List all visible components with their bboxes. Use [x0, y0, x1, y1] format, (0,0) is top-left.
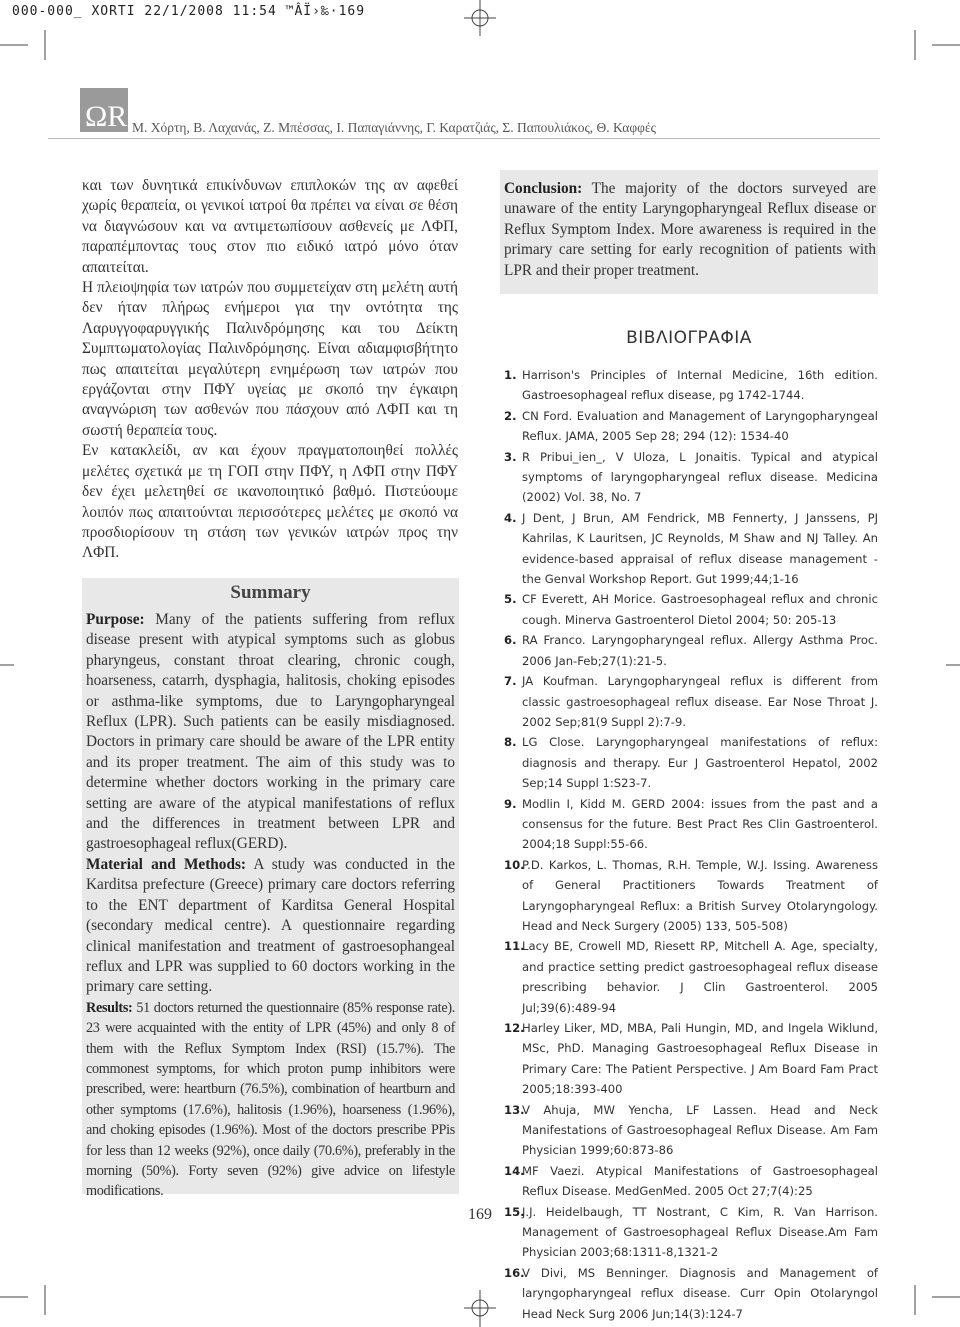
reference-item [504, 406, 878, 447]
conclusion-box [500, 170, 878, 294]
reference-item [504, 447, 878, 508]
reference-text: CN Ford. Evaluation and Management of Laryngopharyngeal Reflux. JAMA, 2005 Sep 28; 294 (12): 1534-40 [522, 408, 878, 444]
reference-item [504, 589, 878, 630]
reference-item [504, 1202, 878, 1263]
results-label: Results: [86, 999, 133, 1016]
svg-text:ΩR: ΩR [85, 100, 128, 132]
crop-mark-left [0, 650, 14, 680]
conclusion-body: The majority of the doctors surveyed are unaware of the entity Laryngopharyngeal Reflux disease or Reflux Symptom Index. More awareness is required in the primary care setting for early recognition of patients with LPR and their proper treatment. [504, 180, 876, 279]
bibliography-title: ΒΙΒΛΙΟΓΡΑΦΙΑ [626, 328, 752, 348]
reference-text: J.J. Heidelbaugh, TT Nostrant, C Kim, R. Van Harrison. Management of Gastroesophageal Reflux Disease.Am Fam Physician 2003;68:1311-8,1321-2 [522, 1204, 878, 1260]
summary-purpose [86, 610, 455, 855]
reference-item [504, 1100, 878, 1161]
reference-text: Harley Liker, MD, MBA, Pali Hungin, MD, and Ingela Wiklund, MSc, PhD. Managing Gastroesophageal Reflux Disease in Primary Care: The Patient Perspective. J Am Board Fam Pract 2005;18:393-400 [522, 1021, 878, 1097]
reference-text: J Dent, J Brun, AM Fendrick, MB Fennerty, J Janssens, PJ Kahrilas, K Lauritsen, JC Reynolds, M Shaw and NJ Talley. An evidence-based appraisal of reflux disease management - the Genval Workshop Report. Gut 1999;44;1-16 [522, 510, 878, 587]
print-slug: 000-000_ XORTI 22/1/2008 11:54 ™ÂÏ›‰·169 [12, 4, 366, 19]
reference-number: 13. [504, 1102, 525, 1117]
summary-results [86, 998, 455, 1202]
reference-number: 10. [504, 857, 525, 872]
conclusion-label: Conclusion: [504, 180, 583, 197]
crop-mark-top-right [900, 30, 960, 60]
conclusion-text [504, 179, 876, 281]
methods-label: Material and Methods: [86, 855, 247, 873]
reference-text: V Divi, MS Benninger. Diagnosis and Management of laryngopharyngeal reflux disease. Curr Opin Otolaryngol Head Neck Surg 2006 Jun;14(3):124-7 [522, 1265, 878, 1321]
purpose-label: Purpose: [86, 611, 145, 628]
reference-number: 7. [504, 674, 517, 689]
registration-mark-top [460, 0, 500, 36]
reference-text: RA Franco. Laryngopharyngeal reflux. Allergy Asthma Proc. 2006 Jan-Feb;27(1):21-5. [522, 633, 878, 668]
reference-item [504, 630, 878, 671]
reference-text: Modlin I, Kidd M. GERD 2004: issues from the past and a consensus for the future. Best Pract Res Clin Gastroenterol. 2004;18 Suppl:55-66. [522, 796, 878, 852]
reference-item [504, 1018, 878, 1100]
crop-mark-bottom-right [900, 1275, 960, 1315]
reference-text: R Pribui_ien_, V Uloza, L Jonaitis. Typical and atypical symptoms of laryngopharyngeal reflux disease. Medicina (2002) Vol. 38, No. 7 [522, 449, 878, 505]
methods-text: A study was conducted in the Karditsa prefecture (Greece) primary care doctors referring to the ENT department of Karditsa General Hospital (secondary medical centre). A questionnaire regarding clinical manifestation and treatment of gastroesophangeal reflux and LPR was supplied to 60 doctors working in the primary care setting. [86, 855, 455, 996]
reference-item [504, 732, 878, 793]
reference-item [504, 855, 878, 937]
reference-item [504, 936, 878, 1018]
results-text: 51 doctors returned the questionnaire (85% response rate). 23 were acquainted with the entity of LPR (45%) and only 8 of them with the Reflux Symptom Index (RSI) (15.7%). The commonest symptoms, for which proton pump inhibitors were prescribed, were: heartburn (76.5%), combination of heartburn and other symptoms (17.6%), halitosis (1.96%), hoarseness (1.96%), and choking episodes (1.96%). Most of the doctors prescribe PPis for less than 12 weeks (92%), once daily (70.6%), preferably in the morning (50%). Forty seven (92%) give advice on lifestyle modifications. [86, 999, 455, 1200]
summary-title: Summary [230, 582, 311, 603]
reference-item [504, 671, 878, 732]
reference-number: 14. [504, 1163, 525, 1178]
reference-list [504, 365, 878, 1324]
journal-logo-icon [80, 88, 128, 132]
reference-text: V Ahuja, MW Yencha, LF Lassen. Head and Neck Manifestations of Gastroesophageal Reflux Disease. Am Fam Physician 1999;60:873-86 [522, 1102, 878, 1158]
reference-item [504, 365, 878, 406]
reference-number: 5. [504, 592, 517, 607]
crop-mark-top-left [0, 30, 60, 60]
reference-number: 15. [504, 1204, 525, 1219]
summary-methods [86, 855, 455, 998]
reference-number: 11. [504, 939, 525, 954]
reference-text: MF Vaezi. Atypical Manifestations of Gastroesophageal Reflux Disease. MedGenMed. 2005 Oct 27;7(4):25 [522, 1163, 878, 1199]
reference-item [504, 508, 878, 590]
summary-text [86, 610, 455, 1202]
reference-item [504, 794, 878, 855]
reference-text: JA Koufman. Laryngopharyngeal reflux is different from classic gastroesophageal reflux disease. Ear Nose Throat J. 2002 Sep;81(9 Suppl 2):7-9. [522, 674, 878, 729]
crop-mark-right [946, 650, 960, 680]
running-header-authors: Μ. Χόρτη, Β. Λαχανάς, Ζ. Μπέσσας, Ι. Παπαγιάννης, Γ. Καρατζιάς, Σ. Παπουλιάκος, Θ. Καφφές [132, 120, 656, 135]
reference-number: 6. [504, 633, 517, 648]
reference-number: 9. [504, 796, 517, 811]
reference-text: LG Close. Laryngopharyngeal manifestations of reflux: diagnosis and therapy. Eur J Gastroenterol Hepatol, 2002 Sep;14 Suppl 1:S23-7. [522, 735, 878, 791]
reference-number: 16. [504, 1265, 525, 1280]
header-rule [48, 138, 880, 139]
greek-body-text [82, 176, 458, 564]
reference-number: 3. [504, 449, 517, 464]
purpose-text: Many of the patients suffering from reflux disease present with atypical symptoms such as globus pharyngeus, constant throat clearing, chronic cough, hoarseness, catarrh, dysphagia, halitosis, choking episodes or asthma-like symptoms, due to Laryngopharyngeal Reflux (LPR). Such patients can be easily misdiagnosed. Doctors in primary care should be aware of the LPR entity and its proper treatment. The aim of this study was to determine whether doctors working in the primary care setting are aware of the atypical manifestations of reflux and the differences in treatment between LPR and gastroesophageal reflux(GERD). [86, 611, 455, 853]
reference-number: 1. [504, 368, 517, 382]
reference-text: Harrison's Principles of Internal Medicine, 16th edition. Gastroesophageal reflux disease, pg 1742-1744. [522, 368, 878, 403]
reference-item [504, 1161, 878, 1202]
body-paragraph: Εν κατακλείδι, αν και έχουν πραγματοποιηθεί πολλές μελέτες σχετικά με τη ΓΟΠ στην ΠΦΥ, η ΛΦΠ στην ΠΦΥ δεν έχει μελετηθεί σε ικανοποιητικό βαθμό. Πιστεύουμε λοιπόν πως απαιτούνται περισσότερες μελέτες με σκοπό να προσδιορίσουν τη στάση των γενικών ιατρών προς την ΛΦΠ. [82, 442, 458, 562]
reference-number: 8. [504, 735, 517, 750]
reference-item [504, 1263, 878, 1324]
page-number: 169 [468, 1206, 492, 1223]
body-paragraph: και των δυνητικά επικίνδυνων επιπλοκών της αν αφεθεί χωρίς θεραπεία, οι γενικοί ιατροί θα πρέπει να είναι σε θέση να διαγνώσουν και να αντιμετωπίσουν ασθενείς με ΛΦΠ, παραπέμποντας τους στον πιο ειδικό ιατρό μόνο όταν απαιτείται. [82, 177, 458, 276]
reference-text: Lacy BE, Crowell MD, Riesett RP, Mitchell A. Age, specialty, and practice setting predict gastroesophageal reflux disease prescribing behavior. J Clin Gastroenterol. 2005 Jul;39(6):489-94 [522, 939, 878, 1015]
reference-text: CF Everett, AH Morice. Gastroesophageal reflux and chronic cough. Minerva Gastroenterol Dietol 2004; 50: 205-13 [522, 592, 878, 627]
crop-mark-bottom-left [0, 1275, 60, 1315]
registration-mark-bottom [460, 1290, 500, 1327]
reference-number: 4. [504, 510, 517, 525]
summary-box [82, 578, 459, 1200]
running-header [80, 88, 880, 135]
reference-number: 12. [504, 1021, 525, 1035]
body-paragraph: Η πλειοψηφία των ιατρών που συμμετείχαν στη μελέτη αυτή δεν ήταν πλήρως ενήμεροι για την οντότητα της Λαρυγγοφαρυγγικής Παλινδρόμησης και του Δείκτη Συμπτωματολογίας Παλινδρόμησης. Είναι αδιαμφισβήτητο πως απαιτείται μεγαλύτερη ενημέρωση των ιατρών που εργάζονται στην ΠΦΥ υγείας με σκοπό την έγκαιρη αναγνώριση των ασθενών που πάσχουν από ΛΦΠ και τη σωστή θεραπεία τους. [82, 279, 458, 439]
reference-number: 2. [504, 408, 517, 423]
reference-text: P.D. Karkos, L. Thomas, R.H. Temple, W.J. Issing. Awareness of General Practitioners Towards Treatment of Laryngopharyngeal Reflux: a British Survey Otolaryngology. Head and Neck Surgery (2005) 133, 505-508) [522, 857, 878, 933]
